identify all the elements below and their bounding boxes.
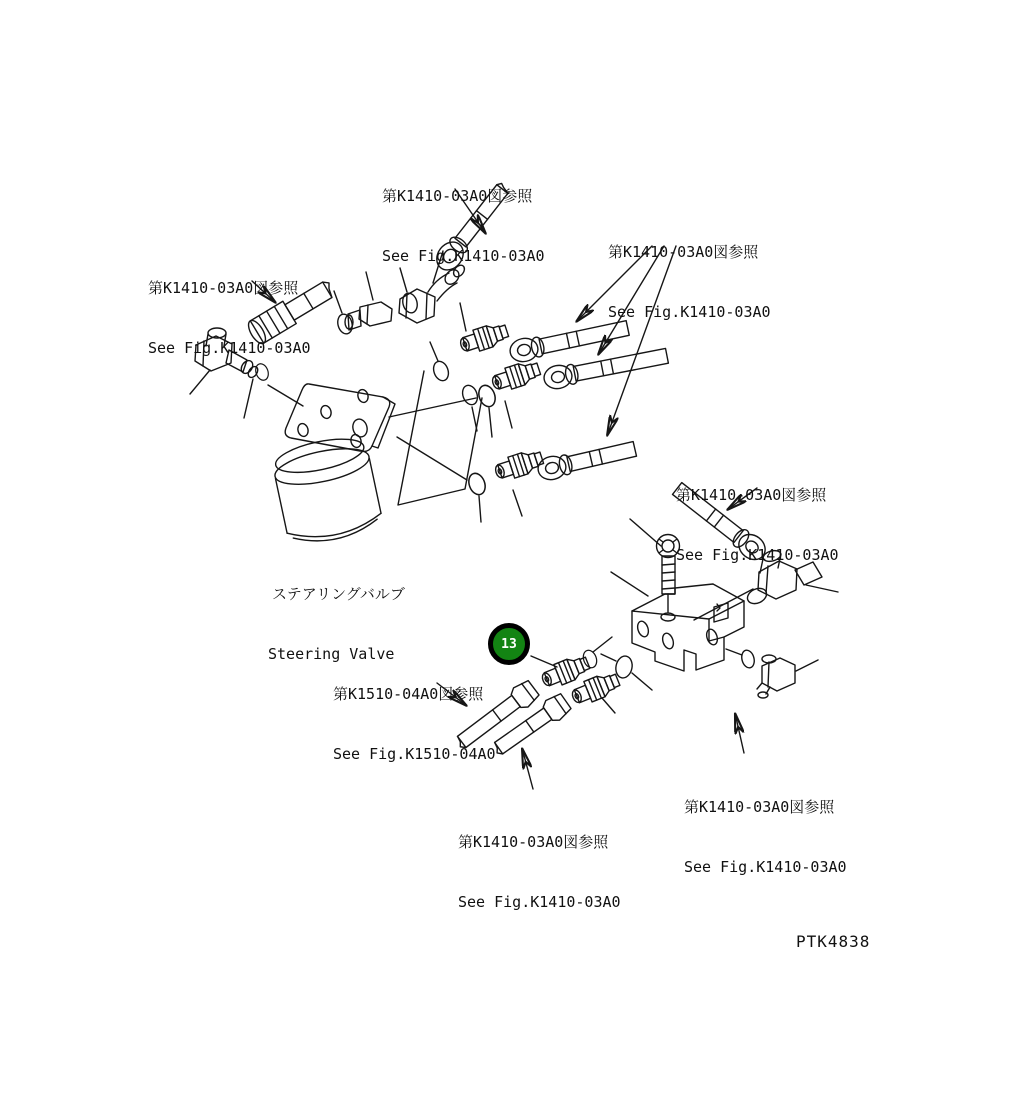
o-ring <box>401 292 420 315</box>
ref-label-bottom-right <box>684 757 847 897</box>
ref-label-top-en: See Fig.K1410-03A0 <box>382 247 545 265</box>
steering-valve-label-jp: ステアリングバルブ <box>272 585 405 603</box>
steering-valve <box>270 371 482 549</box>
ref-label-top-right-en: See Fig.K1410-03A0 <box>608 303 771 321</box>
o-ring <box>431 359 451 383</box>
elbow-fitting-block <box>757 655 795 698</box>
ref-label-mid-right-en: See Fig.K1410-03A0 <box>676 546 839 564</box>
hose-lower-2 <box>488 691 572 760</box>
steering-valve-label-en: Steering Valve <box>268 645 395 663</box>
ref-label-left-jp: 第K1410-03A0図参照 <box>148 279 299 297</box>
ref-label-left-en: See Fig.K1410-03A0 <box>148 339 311 357</box>
o-ring <box>466 471 488 497</box>
nipple-fitting <box>569 670 622 708</box>
valve-block <box>632 584 744 671</box>
ref-label-top <box>382 146 545 286</box>
hose-right-3 <box>536 438 638 483</box>
ref-label-bottom <box>458 792 621 932</box>
ref-label-k1510-jp: 第K1510-04A0図参照 <box>333 685 484 703</box>
callout-13-badge[interactable] <box>488 623 530 665</box>
hose-right-2 <box>542 345 669 391</box>
o-ring <box>745 585 769 606</box>
ref-label-bottom-right-en: See Fig.K1410-03A0 <box>684 858 847 876</box>
o-ring <box>614 655 634 680</box>
ref-label-bottom-en: See Fig.K1410-03A0 <box>458 893 621 911</box>
ref-label-top-right-jp: 第K1410-03A0図参照 <box>608 243 759 261</box>
ref-label-mid-right-jp: 第K1410-03A0図参照 <box>676 486 827 504</box>
nipple-fitting <box>490 358 542 394</box>
steering-valve-label <box>268 544 405 684</box>
drawing-number: PTK4838 <box>796 932 871 951</box>
ref-label-mid-right <box>676 445 839 585</box>
o-ring <box>740 649 756 669</box>
nipple-fitting <box>493 447 545 483</box>
o-ring <box>581 648 599 669</box>
o-ring <box>460 383 480 407</box>
ref-label-k1510-en: See Fig.K1510-04A0 <box>333 745 496 763</box>
ref-label-bottom-right-jp: 第K1410-03A0図参照 <box>684 798 835 816</box>
ref-label-top-jp: 第K1410-03A0図参照 <box>382 187 533 205</box>
ref-label-top-right <box>608 202 771 342</box>
ref-label-left <box>148 238 311 378</box>
callout-13-number: 13 <box>501 636 517 652</box>
ref-label-bottom-jp: 第K1410-03A0図参照 <box>458 833 609 851</box>
